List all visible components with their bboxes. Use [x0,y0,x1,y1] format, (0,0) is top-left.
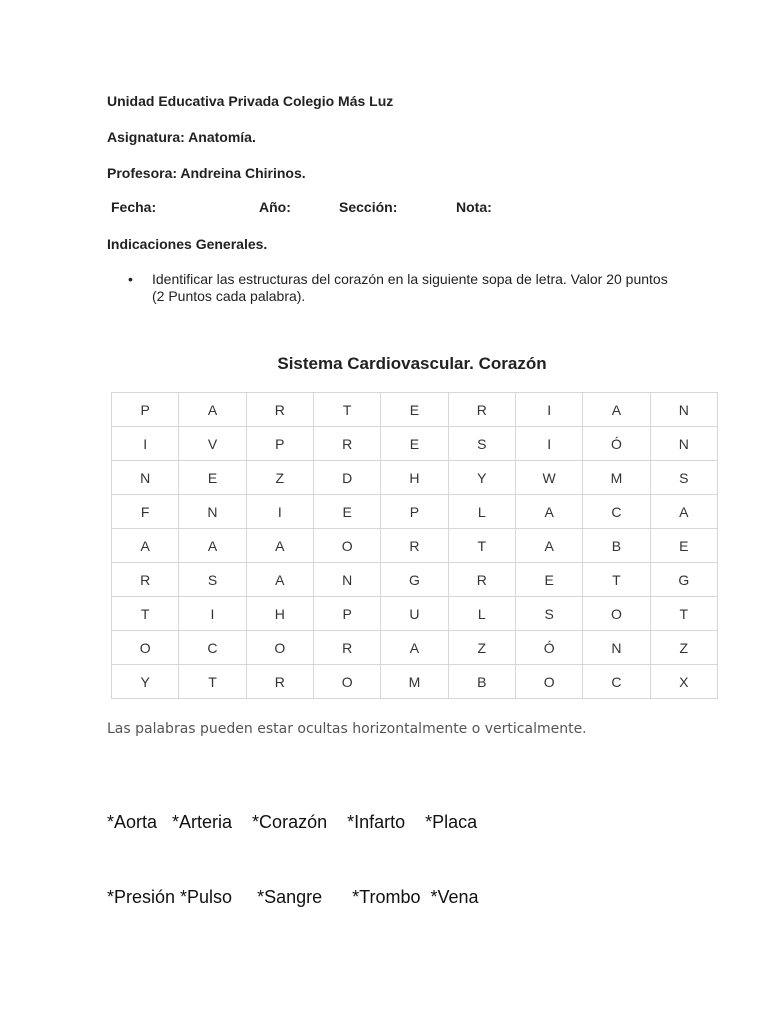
grid-cell: P [313,597,380,631]
grid-cell: Z [246,461,313,495]
grid-cell: R [246,665,313,699]
word-list-line: *Aorta *Arteria *Corazón *Infarto *Placa [107,812,478,832]
grid-cell: Y [112,665,179,699]
grid-cell: Ó [515,631,582,665]
grid-row [112,529,718,563]
subject-line: Asignatura: Anatomía. [107,129,256,145]
grid-cell: R [246,393,313,427]
grid-cell: Z [448,631,515,665]
grid-cell: P [112,393,179,427]
grid-cell: O [313,529,380,563]
grid-cell: O [583,597,650,631]
puzzle-title: Sistema Cardiovascular. Corazón [277,354,547,373]
grid-cell: N [112,461,179,495]
grid-row [112,597,718,631]
puzzle-note: Las palabras pueden estar ocultas horizontalmente o verticalmente. [107,721,587,737]
grid-cell: B [583,529,650,563]
grid-cell: A [112,529,179,563]
grid-cell: N [583,631,650,665]
grid-cell: S [650,461,717,495]
grid-cell: E [381,427,448,461]
grid-cell: U [381,597,448,631]
grid-cell: C [179,631,246,665]
grid-cell: T [179,665,246,699]
grid-cell: P [381,495,448,529]
grid-cell: O [515,665,582,699]
date-label: Fecha: [111,199,157,215]
grid-cell: A [650,495,717,529]
grid-cell: S [179,563,246,597]
grid-cell: O [112,631,179,665]
word-list [107,760,479,960]
grid-cell: Y [448,461,515,495]
grid-cell: I [515,393,582,427]
grid-row [112,665,718,699]
grid-cell: G [650,563,717,597]
grid-cell: R [313,427,380,461]
grid-row [112,631,718,665]
teacher-line: Profesora: Andreina Chirinos. [107,165,306,181]
year-label: Año: [259,199,291,215]
grid-cell: T [448,529,515,563]
grid-cell: O [313,665,380,699]
grid-cell: N [179,495,246,529]
instruction-text: Identificar las estructuras del corazón en la siguiente sopa de letra. Valor 20 puntos (2 Puntos cada palabra). [152,271,668,304]
grid-cell: A [179,529,246,563]
grid-cell: L [448,495,515,529]
word-search-grid [111,392,718,699]
grid-cell: A [583,393,650,427]
instructions-title: Indicaciones Generales. [107,236,268,252]
grid-cell: A [515,529,582,563]
grid-cell: T [650,597,717,631]
grid-cell: R [381,529,448,563]
grid-cell: O [246,631,313,665]
grid-row [112,495,718,529]
grid-cell: T [112,597,179,631]
section-label: Sección: [339,199,398,215]
grid-cell: A [179,393,246,427]
grid-cell: E [515,563,582,597]
grid-cell: M [583,461,650,495]
grid-cell: T [583,563,650,597]
grid-row [112,461,718,495]
grid-cell: Ó [583,427,650,461]
grid-cell: A [381,631,448,665]
grid-cell: A [515,495,582,529]
grid-cell: R [112,563,179,597]
school-name: Unidad Educativa Privada Colegio Más Luz [107,93,394,109]
grid-cell: R [448,393,515,427]
grade-label: Nota: [456,199,492,215]
grid-cell: B [448,665,515,699]
grid-row [112,393,718,427]
grid-cell: F [112,495,179,529]
grid-cell: S [515,597,582,631]
grid-cell: I [246,495,313,529]
grid-cell: R [313,631,380,665]
grid-cell: N [650,393,717,427]
grid-cell: M [381,665,448,699]
grid-cell: I [179,597,246,631]
grid-cell: C [583,665,650,699]
grid-cell: C [583,495,650,529]
grid-cell: H [246,597,313,631]
grid-cell: Z [650,631,717,665]
grid-cell: E [313,495,380,529]
grid-cell: A [246,563,313,597]
grid-cell: E [381,393,448,427]
grid-cell: V [179,427,246,461]
grid-cell: X [650,665,717,699]
student-fields-row [0,199,768,217]
grid-cell: A [246,529,313,563]
grid-cell: N [650,427,717,461]
grid-cell: T [313,393,380,427]
grid-row [112,563,718,597]
grid-cell: I [112,427,179,461]
grid-cell: G [381,563,448,597]
grid-cell: H [381,461,448,495]
grid-cell: N [313,563,380,597]
grid-cell: D [313,461,380,495]
grid-cell: R [448,563,515,597]
grid-cell: P [246,427,313,461]
grid-cell: S [448,427,515,461]
grid-cell: E [650,529,717,563]
grid-cell: E [179,461,246,495]
word-list-line: *Presión *Pulso *Sangre *Trombo *Vena [107,887,479,907]
grid-cell: L [448,597,515,631]
grid-row [112,427,718,461]
grid-cell: W [515,461,582,495]
grid-cell: I [515,427,582,461]
bullet-icon: • [128,271,133,287]
